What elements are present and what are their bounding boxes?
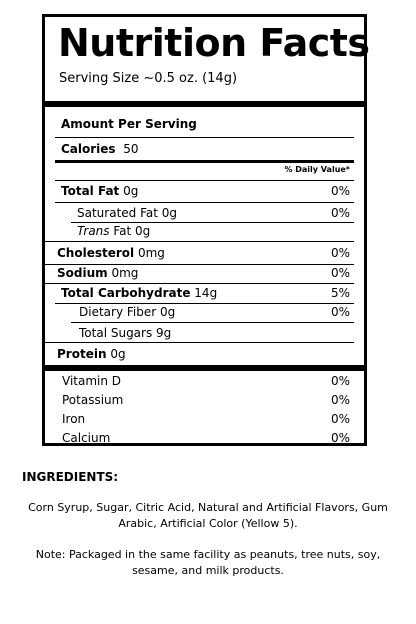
nutrient-name: Dietary Fiber bbox=[79, 305, 157, 319]
nutrient-dv: 0% bbox=[330, 305, 350, 319]
vitamin-row-calcium bbox=[45, 429, 364, 448]
calories-row bbox=[61, 142, 139, 156]
calories-label: Calories bbox=[61, 142, 116, 156]
nutrient-name: Saturated Fat bbox=[77, 206, 158, 220]
nutrient-row-protein bbox=[45, 344, 364, 364]
allergen-note: Note: Packaged in the same facility as peanuts, tree nuts, soy, sesame, and milk products. bbox=[35, 548, 381, 577]
daily-value-header: % Daily Value* bbox=[284, 165, 350, 174]
nutrient-amount: 0mg bbox=[111, 266, 139, 280]
vitamin-row-potassium bbox=[45, 391, 364, 410]
vitamin-name: Vitamin D bbox=[62, 374, 122, 388]
nutrient-dv: 5% bbox=[330, 286, 350, 300]
vitamin-name: Calcium bbox=[62, 431, 111, 445]
vitamin-dv: 0% bbox=[330, 412, 350, 426]
nutrient-row-saturated-fat bbox=[45, 203, 364, 223]
nutrient-name: Total Fat bbox=[61, 184, 120, 198]
nutrient-name: Cholesterol bbox=[57, 246, 135, 260]
divider bbox=[55, 137, 354, 138]
nutrient-name: Trans bbox=[77, 224, 110, 238]
ingredients-heading: INGREDIENTS: bbox=[22, 470, 119, 484]
nutrient-amount: 0g bbox=[110, 347, 126, 361]
nutrient-amount: 0g bbox=[160, 305, 176, 319]
nutrient-row-dietary-fiber bbox=[45, 302, 364, 322]
ingredients-text: Corn Syrup, Sugar, Citric Acid, Natural and Artificial Flavors, Gum Arabic, Artificial Color (Yellow 5). bbox=[28, 501, 388, 530]
vitamin-row-iron bbox=[45, 410, 364, 429]
nutrient-dv: 0% bbox=[330, 206, 350, 220]
nutrient-row-cholesterol bbox=[45, 243, 364, 263]
vitamin-row-vitamin-d bbox=[45, 372, 364, 391]
serving-size: Serving Size ~0.5 oz. (14g) bbox=[59, 71, 238, 86]
nutrient-amount: 9g bbox=[156, 326, 172, 340]
vitamin-name: Potassium bbox=[62, 393, 124, 407]
nutrient-dv: 0% bbox=[330, 184, 350, 198]
vitamin-dv: 0% bbox=[330, 431, 350, 445]
thick-divider bbox=[45, 365, 364, 371]
nutrient-row-total-carbohydrate bbox=[45, 283, 364, 303]
nutrient-name: Total Sugars bbox=[79, 326, 153, 340]
divider bbox=[55, 160, 354, 163]
nutrient-dv: 0% bbox=[330, 266, 350, 280]
nutrient-row-total-sugars bbox=[45, 323, 364, 343]
nutrient-row-sodium bbox=[45, 263, 364, 283]
nutrient-name: Total Carbohydrate bbox=[61, 286, 191, 300]
nutrient-amount: 0g bbox=[123, 184, 139, 198]
vitamin-name: Iron bbox=[62, 412, 86, 426]
nutrient-amount: 0g bbox=[161, 206, 178, 220]
nutrient-row-trans-fat bbox=[45, 221, 364, 241]
nutrient-name: Sodium bbox=[57, 266, 108, 280]
divider bbox=[45, 342, 354, 343]
thick-divider bbox=[45, 101, 364, 107]
vitamin-dv: 0% bbox=[330, 374, 350, 388]
nutrient-name: Protein bbox=[57, 347, 107, 361]
vitamin-dv: 0% bbox=[330, 393, 350, 407]
nutrient-row-total-fat bbox=[45, 181, 364, 201]
nutrient-amount: 0mg bbox=[137, 246, 165, 260]
nutrient-amount: 14g bbox=[194, 286, 218, 300]
divider bbox=[45, 241, 354, 242]
nutrient-amount: Fat 0g bbox=[113, 224, 151, 238]
nutrition-facts-label bbox=[42, 14, 370, 446]
nutrient-dv: 0% bbox=[330, 246, 350, 260]
amount-per-serving: Amount Per Serving bbox=[61, 117, 197, 131]
label-title: Nutrition Facts bbox=[58, 21, 370, 65]
calories-value: 50 bbox=[123, 142, 139, 156]
